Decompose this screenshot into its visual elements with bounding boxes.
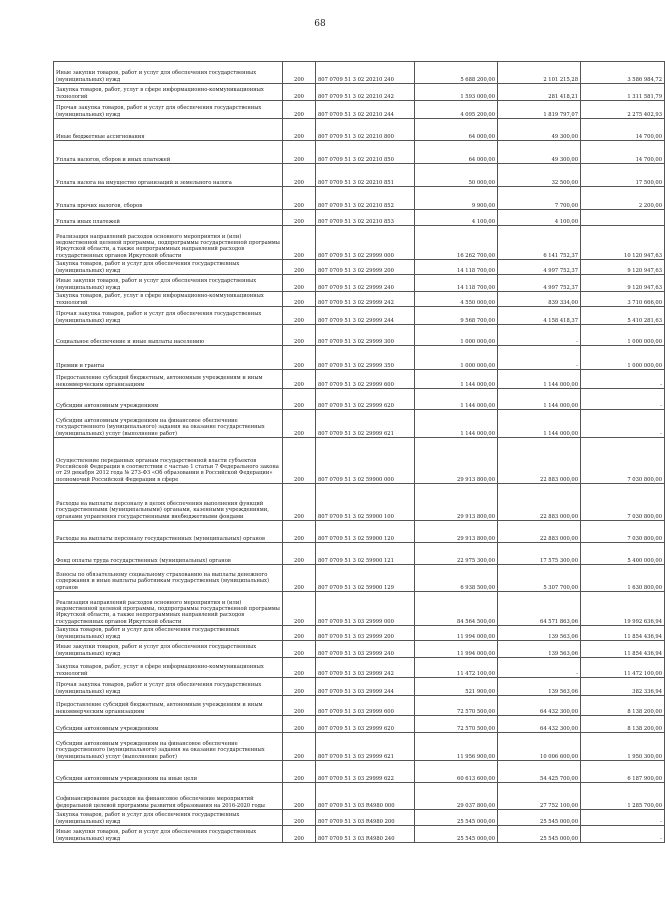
approved-amount-cell: 29 913 800,00 <box>415 484 498 521</box>
executed-amount-cell: 54 425 700,00 <box>498 761 581 783</box>
approved-amount-cell: 29 037 800,00 <box>415 783 498 810</box>
classification-code-cell: 807 0709 51 3 03 29999 240 <box>316 641 415 658</box>
unexecuted-amount-cell <box>581 210 665 226</box>
executed-amount-cell: 64 432 300,00 <box>498 696 581 716</box>
table-row <box>54 119 665 141</box>
line-code-cell: 200 <box>283 275 316 292</box>
approved-amount-cell: 1 000 000,00 <box>415 325 498 346</box>
approved-amount-cell: 84 564 500,00 <box>415 592 498 626</box>
unexecuted-amount-cell: 1 000 000,00 <box>581 325 665 346</box>
budget-execution-table <box>53 61 665 843</box>
classification-code-cell: 807 0709 51 3 03 29999 621 <box>316 733 415 761</box>
classification-code-cell: 807 0709 51 3 03 29999 242 <box>316 658 415 678</box>
executed-amount-cell: 1 819 797,07 <box>498 101 581 119</box>
line-code-cell: 200 <box>283 641 316 658</box>
unexecuted-amount-cell: 7 030 800,00 <box>581 521 665 543</box>
expense-name-cell: Закупка товаров, работ и услуг для обеспечения государственных (муниципальных) нужд <box>54 626 283 641</box>
approved-amount-cell: 60 613 600,00 <box>415 761 498 783</box>
line-code-cell: 200 <box>283 260 316 275</box>
unexecuted-amount-cell: 10 120 947,63 <box>581 226 665 260</box>
unexecuted-amount-cell: 19 992 636,94 <box>581 592 665 626</box>
unexecuted-amount-cell: 3 710 666,00 <box>581 292 665 307</box>
executed-amount-cell: 4 158 418,37 <box>498 307 581 325</box>
executed-amount-cell: - <box>498 346 581 370</box>
unexecuted-amount-cell: 11 472 100,00 <box>581 658 665 678</box>
line-code-cell: 200 <box>283 783 316 810</box>
expense-name-cell: Предоставление субсидий бюджетным, автономным учреждениям и иным некоммерческим организациям <box>54 370 283 389</box>
approved-amount-cell: 11 994 000,00 <box>415 641 498 658</box>
table-body <box>54 62 665 843</box>
classification-code-cell: 807 0709 51 3 02 59900 121 <box>316 543 415 565</box>
expense-name-cell: Реализация направлений расходов основного мероприятия и (или) ведомственной целевой программы, подпрограммы государственной программы Иркутской области, а также непрограммных направлений расходов государственных органов Иркутской области <box>54 592 283 626</box>
line-code-cell: 200 <box>283 410 316 438</box>
expense-name-cell: Закупка товаров, работ и услуг для обеспечения государственных (муниципальных) нужд <box>54 810 283 826</box>
approved-amount-cell: 50 000,00 <box>415 164 498 187</box>
unexecuted-amount-cell: 6 187 900,00 <box>581 761 665 783</box>
table-row <box>54 484 665 521</box>
approved-amount-cell: 72 570 500,00 <box>415 716 498 733</box>
executed-amount-cell: 6 141 752,37 <box>498 226 581 260</box>
line-code-cell: 200 <box>283 119 316 141</box>
line-code-cell: 200 <box>283 810 316 826</box>
expense-name-cell: Закупка товаров, работ, услуг в сфере информационно-коммуникационных технологий <box>54 84 283 101</box>
table-row <box>54 292 665 307</box>
executed-amount-cell: 1 144 000,00 <box>498 410 581 438</box>
unexecuted-amount-cell: - <box>581 370 665 389</box>
unexecuted-amount-cell: 7 030 800,00 <box>581 484 665 521</box>
approved-amount-cell: 14 118 700,00 <box>415 260 498 275</box>
expense-name-cell: Расходы на выплаты персоналу государственных (муниципальных) органов <box>54 521 283 543</box>
classification-code-cell: 807 0709 51 3 02 20210 244 <box>316 101 415 119</box>
approved-amount-cell: 1 144 000,00 <box>415 389 498 410</box>
classification-code-cell: 807 0709 51 3 02 29999 240 <box>316 275 415 292</box>
expense-name-cell: Иные закупки товаров, работ и услуг для обеспечения государственных (муниципальных) нужд <box>54 641 283 658</box>
classification-code-cell: 807 0709 51 3 03 29999 200 <box>316 626 415 641</box>
line-code-cell: 200 <box>283 826 316 843</box>
classification-code-cell: 807 0709 51 3 03 29999 600 <box>316 696 415 716</box>
unexecuted-amount-cell: 8 138 200,00 <box>581 696 665 716</box>
classification-code-cell: 807 0709 51 3 03 R4980 000 <box>316 783 415 810</box>
classification-code-cell: 807 0709 51 3 02 20210 853 <box>316 210 415 226</box>
approved-amount-cell: 1 144 000,00 <box>415 410 498 438</box>
approved-amount-cell: 9 900,00 <box>415 187 498 210</box>
approved-amount-cell: 11 994 000,00 <box>415 626 498 641</box>
unexecuted-amount-cell: 382 336,94 <box>581 678 665 696</box>
table-row <box>54 370 665 389</box>
executed-amount-cell: 64 571 863,06 <box>498 592 581 626</box>
classification-code-cell: 807 0709 51 3 02 20210 850 <box>316 141 415 164</box>
classification-code-cell: 807 0709 51 3 02 29999 620 <box>316 389 415 410</box>
line-code-cell: 200 <box>283 292 316 307</box>
unexecuted-amount-cell: 5 400 000,00 <box>581 543 665 565</box>
line-code-cell: 200 <box>283 101 316 119</box>
approved-amount-cell: 25 545 000,00 <box>415 810 498 826</box>
classification-code-cell: 807 0709 51 3 02 59900 129 <box>316 565 415 592</box>
executed-amount-cell: 4 997 752,37 <box>498 260 581 275</box>
table-row <box>54 410 665 438</box>
line-code-cell: 200 <box>283 565 316 592</box>
unexecuted-amount-cell: 2 200,00 <box>581 187 665 210</box>
expense-name-cell: Иные бюджетные ассигнования <box>54 119 283 141</box>
unexecuted-amount-cell: 5 410 281,63 <box>581 307 665 325</box>
executed-amount-cell: 139 563,06 <box>498 626 581 641</box>
table-row <box>54 543 665 565</box>
approved-amount-cell: 5 688 200,00 <box>415 62 498 84</box>
table-row <box>54 641 665 658</box>
expense-name-cell: Осуществление переданных органам государственной власти субъектов Российской Федерации в соответствии с частью 1 статьи 7 Федерального закона от 29 декабря 2012 года № 273-ФЗ «Об образовании в Российской Федерации» полномочий Российской Федерации в сфере <box>54 438 283 484</box>
expense-name-cell: Субсидии автономным учреждениям <box>54 716 283 733</box>
table-row <box>54 826 665 843</box>
line-code-cell: 200 <box>283 370 316 389</box>
classification-code-cell: 807 0709 51 3 02 29999 244 <box>316 307 415 325</box>
expense-name-cell: Субсидии автономным учреждениям на финансовое обеспечение государственного (муниципального) задания на оказание государственных (муниципальных) услуг (выполнение работ) <box>54 410 283 438</box>
executed-amount-cell: 1 144 000,00 <box>498 370 581 389</box>
unexecuted-amount-cell: 2 275 402,93 <box>581 101 665 119</box>
page-number: 68 <box>314 19 326 29</box>
executed-amount-cell: 139 563,06 <box>498 641 581 658</box>
executed-amount-cell: 5 307 700,00 <box>498 565 581 592</box>
classification-code-cell: 807 0709 51 3 03 R4980 240 <box>316 826 415 843</box>
classification-code-cell: 807 0709 51 3 03 29999 244 <box>316 678 415 696</box>
classification-code-cell: 807 0709 51 3 03 29999 000 <box>316 592 415 626</box>
line-code-cell: 200 <box>283 187 316 210</box>
table-row <box>54 696 665 716</box>
table-row <box>54 761 665 783</box>
table-row <box>54 325 665 346</box>
line-code-cell: 200 <box>283 438 316 484</box>
approved-amount-cell: 29 913 800,00 <box>415 521 498 543</box>
approved-amount-cell: 16 262 700,00 <box>415 226 498 260</box>
line-code-cell: 200 <box>283 389 316 410</box>
line-code-cell: 200 <box>283 696 316 716</box>
line-code-cell: 200 <box>283 62 316 84</box>
approved-amount-cell: 521 900,00 <box>415 678 498 696</box>
table-row <box>54 716 665 733</box>
executed-amount-cell: 49 300,00 <box>498 141 581 164</box>
expense-name-cell: Уплата прочих налогов, сборов <box>54 187 283 210</box>
classification-code-cell: 807 0709 51 3 02 20210 851 <box>316 164 415 187</box>
expense-name-cell: Иные закупки товаров, работ и услуг для обеспечения государственных (муниципальных) нужд <box>54 275 283 292</box>
expense-name-cell: Прочая закупка товаров, работ и услуг для обеспечения государственных (муниципальных) нужд <box>54 101 283 119</box>
line-code-cell: 200 <box>283 658 316 678</box>
expense-name-cell: Уплата налогов, сборов и иных платежей <box>54 141 283 164</box>
unexecuted-amount-cell: 1 000 000,00 <box>581 346 665 370</box>
classification-code-cell: 807 0709 51 3 02 29999 242 <box>316 292 415 307</box>
executed-amount-cell: 49 300,00 <box>498 119 581 141</box>
approved-amount-cell: 64 000,00 <box>415 141 498 164</box>
unexecuted-amount-cell: 1 950 300,00 <box>581 733 665 761</box>
line-code-cell: 200 <box>283 716 316 733</box>
classification-code-cell: 807 0709 51 3 03 R4980 200 <box>316 810 415 826</box>
table-row <box>54 521 665 543</box>
line-code-cell: 200 <box>283 678 316 696</box>
executed-amount-cell: 7 700,00 <box>498 187 581 210</box>
executed-amount-cell: 1 144 000,00 <box>498 389 581 410</box>
classification-code-cell: 807 0709 51 3 03 29999 620 <box>316 716 415 733</box>
expense-name-cell: Реализация направлений расходов основного мероприятия и (или) ведомственной целевой программы, подпрограммы государственной программы Иркутской области, а также непрограммных направлений расходов государственных органов Иркутской области <box>54 226 283 260</box>
unexecuted-amount-cell: - <box>581 389 665 410</box>
classification-code-cell: 807 0709 51 3 02 29999 621 <box>316 410 415 438</box>
classification-code-cell: 807 0709 51 3 02 20210 242 <box>316 84 415 101</box>
line-code-cell: 200 <box>283 164 316 187</box>
expense-name-cell: Уплата иных платежей <box>54 210 283 226</box>
line-code-cell: 200 <box>283 84 316 101</box>
approved-amount-cell: 1 593 000,00 <box>415 84 498 101</box>
table-row <box>54 678 665 696</box>
line-code-cell: 200 <box>283 592 316 626</box>
table-row <box>54 164 665 187</box>
table-row <box>54 733 665 761</box>
approved-amount-cell: 11 956 900,00 <box>415 733 498 761</box>
line-code-cell: 200 <box>283 210 316 226</box>
unexecuted-amount-cell: 9 120 947,63 <box>581 275 665 292</box>
expense-name-cell: Уплата налога на имущество организаций и земельного налога <box>54 164 283 187</box>
table-row <box>54 810 665 826</box>
classification-code-cell: 807 0709 51 3 02 59900 000 <box>316 438 415 484</box>
expense-name-cell: Премии и гранты <box>54 346 283 370</box>
expense-name-cell: Иные закупки товаров, работ и услуг для обеспечения государственных (муниципальных) нужд <box>54 62 283 84</box>
executed-amount-cell: 2 101 215,28 <box>498 62 581 84</box>
approved-amount-cell: 9 568 700,00 <box>415 307 498 325</box>
approved-amount-cell: 64 000,00 <box>415 119 498 141</box>
approved-amount-cell: 11 472 100,00 <box>415 658 498 678</box>
table-row <box>54 260 665 275</box>
line-code-cell: 200 <box>283 521 316 543</box>
line-code-cell: 200 <box>283 307 316 325</box>
line-code-cell: 200 <box>283 484 316 521</box>
line-code-cell: 200 <box>283 226 316 260</box>
executed-amount-cell: - <box>498 325 581 346</box>
executed-amount-cell: 25 545 000,00 <box>498 826 581 843</box>
executed-amount-cell: 22 883 000,00 <box>498 438 581 484</box>
executed-amount-cell: 32 500,00 <box>498 164 581 187</box>
executed-amount-cell: 4 997 752,37 <box>498 275 581 292</box>
table-row <box>54 592 665 626</box>
classification-code-cell: 807 0709 51 3 03 29999 622 <box>316 761 415 783</box>
executed-amount-cell: 27 752 100,00 <box>498 783 581 810</box>
executed-amount-cell: 281 418,21 <box>498 84 581 101</box>
expense-name-cell: Субсидии автономным учреждениям на финансовое обеспечение государственного (муниципального) задания на оказание государственных (муниципальных) услуг (выполнение работ) <box>54 733 283 761</box>
expense-name-cell: Субсидии автономным учреждениям на иные цели <box>54 761 283 783</box>
line-code-cell: 200 <box>283 141 316 164</box>
classification-code-cell: 807 0709 51 3 02 29999 600 <box>316 370 415 389</box>
approved-amount-cell: 6 938 500,00 <box>415 565 498 592</box>
approved-amount-cell: 4 550 000,00 <box>415 292 498 307</box>
table-row <box>54 438 665 484</box>
classification-code-cell: 807 0709 51 3 02 59900 120 <box>316 521 415 543</box>
approved-amount-cell: 25 545 000,00 <box>415 826 498 843</box>
expense-name-cell: Предоставление субсидий бюджетным, автономным учреждениям и иным некоммерческим организациям <box>54 696 283 716</box>
table-row <box>54 783 665 810</box>
unexecuted-amount-cell: 11 854 436,94 <box>581 626 665 641</box>
unexecuted-amount-cell: 1 311 581,79 <box>581 84 665 101</box>
classification-code-cell: 807 0709 51 3 02 29999 200 <box>316 260 415 275</box>
unexecuted-amount-cell: 9 120 947,63 <box>581 260 665 275</box>
expense-name-cell: Социальное обеспечение и иные выплаты населению <box>54 325 283 346</box>
expense-name-cell: Фонд оплаты труда государственных (муниципальных) органов <box>54 543 283 565</box>
table-row <box>54 346 665 370</box>
executed-amount-cell: 4 100,00 <box>498 210 581 226</box>
unexecuted-amount-cell: - <box>581 826 665 843</box>
table-row <box>54 658 665 678</box>
table-row <box>54 84 665 101</box>
unexecuted-amount-cell: 14 700,00 <box>581 141 665 164</box>
executed-amount-cell: 17 575 300,00 <box>498 543 581 565</box>
table-row <box>54 226 665 260</box>
executed-amount-cell: 139 563,06 <box>498 678 581 696</box>
approved-amount-cell: 14 118 700,00 <box>415 275 498 292</box>
classification-code-cell: 807 0709 51 3 02 29999 350 <box>316 346 415 370</box>
expense-name-cell: Закупка товаров, работ, услуг в сфере информационно-коммуникационных технологий <box>54 292 283 307</box>
classification-code-cell: 807 0709 51 3 02 20210 852 <box>316 187 415 210</box>
executed-amount-cell: 10 006 600,00 <box>498 733 581 761</box>
unexecuted-amount-cell: 1 285 700,00 <box>581 783 665 810</box>
approved-amount-cell: 4 095 200,00 <box>415 101 498 119</box>
approved-amount-cell: 4 100,00 <box>415 210 498 226</box>
executed-amount-cell: - <box>498 658 581 678</box>
line-code-cell: 200 <box>283 325 316 346</box>
expense-name-cell: Расходы на выплаты персоналу в целях обеспечения выполнения функций государственными (муниципальными) органами, казенными учреждениями, органами управления государственными внебюджетными фондами <box>54 484 283 521</box>
expense-name-cell: Закупка товаров, работ, услуг в сфере информационно-коммуникационных технологий <box>54 658 283 678</box>
classification-code-cell: 807 0709 51 3 02 20210 800 <box>316 119 415 141</box>
expense-name-cell: Прочая закупка товаров, работ и услуг для обеспечения государственных (муниципальных) нужд <box>54 678 283 696</box>
unexecuted-amount-cell: 8 138 200,00 <box>581 716 665 733</box>
approved-amount-cell: 22 975 300,00 <box>415 543 498 565</box>
executed-amount-cell: 22 883 000,00 <box>498 484 581 521</box>
table-row <box>54 210 665 226</box>
approved-amount-cell: 1 000 000,00 <box>415 346 498 370</box>
unexecuted-amount-cell: 17 500,00 <box>581 164 665 187</box>
line-code-cell: 200 <box>283 761 316 783</box>
table-row <box>54 307 665 325</box>
classification-code-cell: 807 0709 51 3 02 59900 100 <box>316 484 415 521</box>
classification-code-cell: 807 0709 51 3 02 20210 240 <box>316 62 415 84</box>
expense-name-cell: Взносы по обязательному социальному страхованию на выплаты денежного содержания и иные выплаты работникам государственных (муниципальных) органов <box>54 565 283 592</box>
classification-code-cell: 807 0709 51 3 02 29999 000 <box>316 226 415 260</box>
classification-code-cell: 807 0709 51 3 02 29999 300 <box>316 325 415 346</box>
approved-amount-cell: 1 144 000,00 <box>415 370 498 389</box>
unexecuted-amount-cell: 1 630 800,00 <box>581 565 665 592</box>
table-row <box>54 389 665 410</box>
expense-name-cell: Иные закупки товаров, работ и услуг для обеспечения государственных (муниципальных) нужд <box>54 826 283 843</box>
table-row <box>54 275 665 292</box>
line-code-cell: 200 <box>283 543 316 565</box>
approved-amount-cell: 72 570 500,00 <box>415 696 498 716</box>
unexecuted-amount-cell: 11 854 436,94 <box>581 641 665 658</box>
unexecuted-amount-cell: 3 586 984,72 <box>581 62 665 84</box>
table-row <box>54 62 665 84</box>
table-row <box>54 626 665 641</box>
line-code-cell: 200 <box>283 626 316 641</box>
expense-name-cell: Субсидии автономным учреждениям <box>54 389 283 410</box>
table-row <box>54 187 665 210</box>
executed-amount-cell: 64 432 300,00 <box>498 716 581 733</box>
table-row <box>54 565 665 592</box>
line-code-cell: 200 <box>283 346 316 370</box>
unexecuted-amount-cell: - <box>581 810 665 826</box>
executed-amount-cell: 22 883 000,00 <box>498 521 581 543</box>
unexecuted-amount-cell: 7 030 800,00 <box>581 438 665 484</box>
expense-name-cell: Софинансирование расходов на финансовое обеспечение мероприятий федеральной целевой программы развития образования на 2016-2020 годы <box>54 783 283 810</box>
approved-amount-cell: 29 913 800,00 <box>415 438 498 484</box>
expense-name-cell: Прочая закупка товаров, работ и услуг для обеспечения государственных (муниципальных) нужд <box>54 307 283 325</box>
unexecuted-amount-cell: - <box>581 410 665 438</box>
unexecuted-amount-cell: 14 700,00 <box>581 119 665 141</box>
expense-name-cell: Закупка товаров, работ и услуг для обеспечения государственных (муниципальных) нужд <box>54 260 283 275</box>
executed-amount-cell: 25 545 000,00 <box>498 810 581 826</box>
table-row <box>54 141 665 164</box>
line-code-cell: 200 <box>283 733 316 761</box>
table-row <box>54 101 665 119</box>
executed-amount-cell: 839 334,00 <box>498 292 581 307</box>
